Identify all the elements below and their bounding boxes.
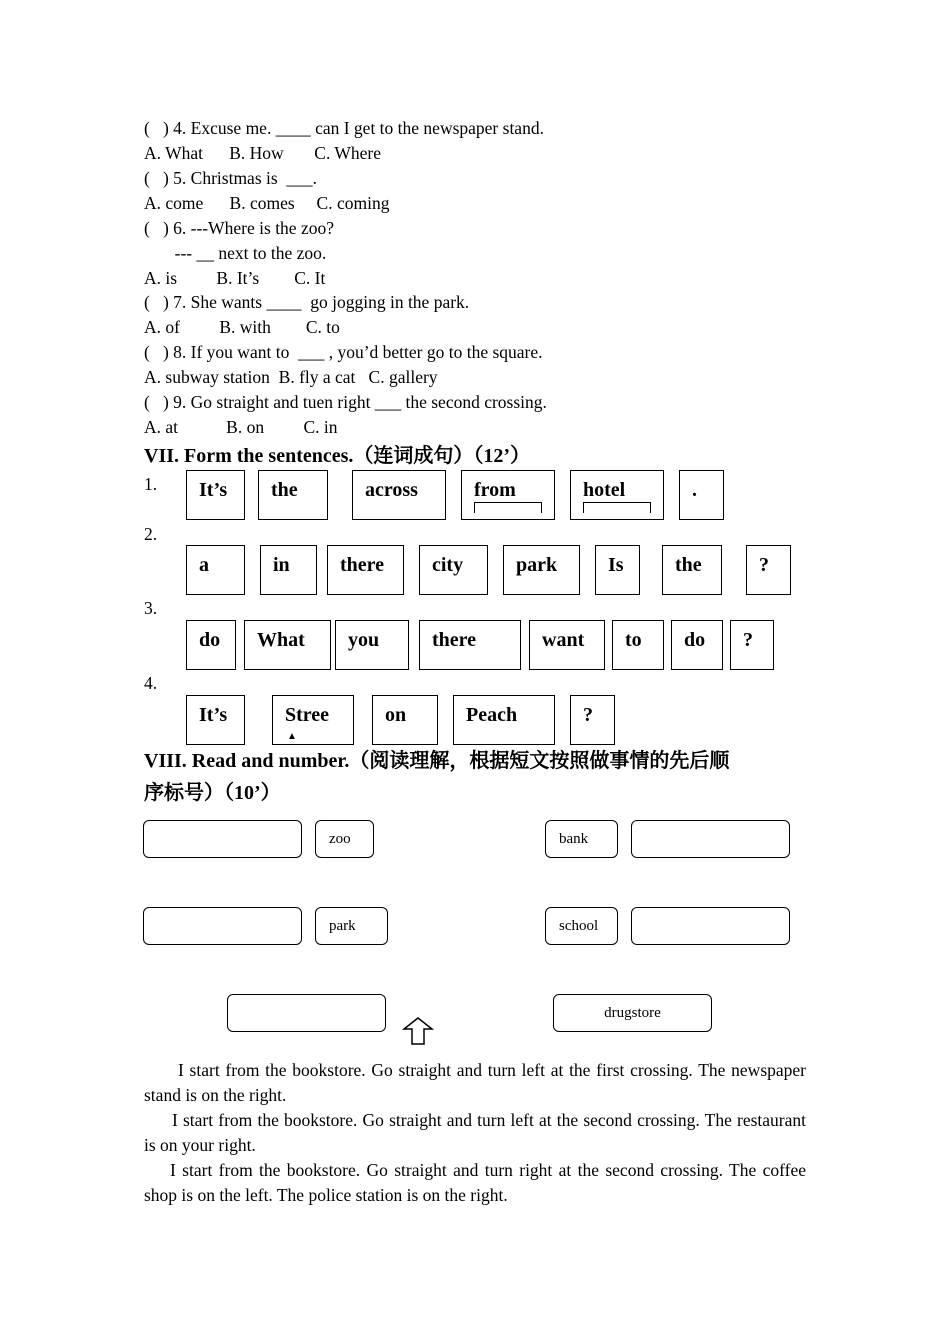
- question-4-options: A. What B. How C. Where: [144, 143, 382, 163]
- row-4-number: 4.: [144, 673, 158, 693]
- word-box: Peach: [453, 695, 555, 745]
- reading-paragraph-3: I start from the bookstore. Go straight and turn right at the second crossing. The coffee shop is on the left. The police station is on the right.: [144, 1160, 806, 1205]
- word-text: hotel: [583, 479, 626, 501]
- question-5-options: A. come B. comes C. coming: [144, 193, 390, 213]
- section-8-title-line2: 序标号）（10’）: [144, 782, 281, 804]
- question-6-options: A. is B. It’s C. It: [144, 268, 326, 288]
- answer-box[interactable]: [143, 907, 302, 945]
- word-box: there: [419, 620, 521, 670]
- word-box: to: [612, 620, 664, 670]
- word-box: you: [335, 620, 409, 670]
- word-box: do: [671, 620, 723, 670]
- word-box: ?: [730, 620, 774, 670]
- answer-box[interactable]: [227, 994, 386, 1032]
- word-box: there: [327, 545, 404, 595]
- word-box: [272, 695, 354, 745]
- word-box: want: [529, 620, 605, 670]
- word-box: .: [679, 470, 724, 520]
- row-2-number: 2.: [144, 524, 158, 544]
- answer-box[interactable]: [631, 820, 790, 858]
- word-box: ?: [570, 695, 615, 745]
- word-box: What: [244, 620, 331, 670]
- question-7-options: A. of B. with C. to: [144, 317, 340, 337]
- map-label-bank: bank: [545, 820, 618, 858]
- word-box: the: [662, 545, 722, 595]
- reading-paragraph-2: I start from the bookstore. Go straight and turn left at the second crossing. The restaurant is on your right.: [144, 1110, 806, 1155]
- word-box: [570, 470, 664, 520]
- reading-paragraph-1: I start from the bookstore. Go straight and turn left at the first crossing. The newspaper stand is on the right.: [144, 1060, 806, 1105]
- up-arrow-icon: [402, 1017, 434, 1045]
- map-label-park: park: [315, 907, 388, 945]
- word-box: park: [503, 545, 580, 595]
- word-box: on: [372, 695, 438, 745]
- word-text: Stree: [285, 704, 330, 726]
- word-box: in: [260, 545, 317, 595]
- question-8-options: A. subway station B. fly a cat C. gallery: [144, 367, 438, 387]
- question-7-stem: ( ) 7. She wants ____ go jogging in the park.: [144, 292, 470, 312]
- word-box: city: [419, 545, 488, 595]
- answer-box[interactable]: [631, 907, 790, 945]
- answer-box[interactable]: [143, 820, 302, 858]
- word-box: Is: [595, 545, 640, 595]
- word-box: the: [258, 470, 328, 520]
- question-9-stem: ( ) 9. Go straight and tuen right ___ the second crossing.: [144, 392, 547, 412]
- small-mark: ▲: [287, 731, 297, 742]
- bracket-mark: [474, 502, 542, 513]
- word-box: ?: [746, 545, 791, 595]
- section-8-title-line1: VIII. Read and number.（阅读理解，根据短文按照做事情的先后顺: [144, 750, 730, 772]
- question-6-stem-answer: --- __ next to the zoo.: [144, 243, 327, 263]
- word-box: It’s: [186, 470, 245, 520]
- word-box: across: [352, 470, 446, 520]
- word-box: a: [186, 545, 245, 595]
- question-4-stem: ( ) 4. Excuse me. ____ can I get to the newspaper stand.: [144, 118, 544, 138]
- word-text: from: [474, 479, 516, 501]
- word-box: [461, 470, 555, 520]
- question-6-stem: ( ) 6. ---Where is the zoo?: [144, 218, 334, 238]
- section-7-title: VII. Form the sentences.（连词成句）（12’）: [144, 445, 531, 467]
- map-label-drugstore: drugstore: [553, 994, 712, 1032]
- question-5-stem: ( ) 5. Christmas is ___.: [144, 168, 318, 188]
- map-label-school: school: [545, 907, 618, 945]
- word-box: It’s: [186, 695, 245, 745]
- bracket-mark: [583, 502, 651, 513]
- row-1-number: 1.: [144, 474, 158, 494]
- map-label-zoo: zoo: [315, 820, 374, 858]
- word-box: do: [186, 620, 236, 670]
- question-8-stem: ( ) 8. If you want to ___ , you’d better go to the square.: [144, 342, 543, 362]
- question-9-options: A. at B. on C. in: [144, 417, 338, 437]
- row-3-number: 3.: [144, 598, 158, 618]
